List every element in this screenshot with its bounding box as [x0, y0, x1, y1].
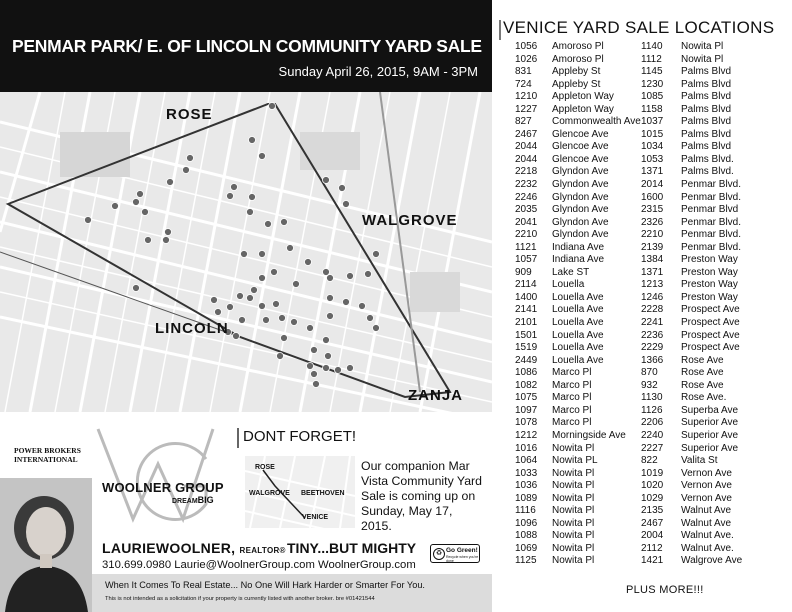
address-row: [641, 279, 742, 292]
address-row: [515, 166, 641, 179]
house-number: 1112: [641, 53, 662, 65]
address-row: [641, 518, 742, 531]
address-row: [641, 66, 742, 79]
house-number: 2135: [641, 505, 664, 517]
street-name: Glencoe Ave: [552, 153, 609, 165]
street-name: Nowita Pl: [552, 505, 595, 517]
house-number: 2014: [641, 179, 664, 191]
street-name: Preston Way: [681, 254, 738, 266]
street-name: Louella Ave: [552, 342, 604, 354]
house-number: 1097: [515, 404, 538, 416]
address-row: [515, 91, 641, 104]
address-row: [515, 330, 641, 343]
address-row: [641, 41, 742, 54]
address-row: [641, 355, 742, 368]
address-row: [515, 229, 641, 242]
address-row: [641, 505, 742, 518]
street-name: Lake ST: [552, 266, 590, 278]
house-number: 1026: [515, 53, 538, 65]
mar-vista-mini-map: [245, 456, 355, 528]
house-number: 1020: [641, 480, 664, 492]
street-name: Glyndon Ave: [552, 166, 609, 178]
street-name: Louella: [552, 279, 585, 291]
house-number: 870: [641, 367, 658, 379]
flyer-header: [0, 0, 492, 92]
street-name: Walnut Ave: [681, 505, 732, 517]
address-row: [641, 493, 742, 506]
street-name: Valita St: [681, 455, 718, 467]
street-name: Walnut Ave: [681, 517, 732, 529]
address-row: [515, 342, 641, 355]
address-row: [515, 204, 641, 217]
go-green-badge: [430, 544, 480, 563]
house-number: 2326: [641, 216, 664, 228]
street-name: Commonwealth Ave: [552, 116, 641, 128]
house-number: 2141: [515, 304, 538, 316]
street-name: Glyndon Ave: [552, 216, 609, 228]
house-number: 1064: [515, 455, 538, 467]
address-row: [515, 54, 641, 67]
house-number: 1600: [641, 191, 664, 203]
footer-disclaimer: This is not intended as a solicitation if your property is currently listed with another broker. bre #01421544: [105, 596, 375, 602]
address-row: [515, 392, 641, 405]
flyer-title: PENMAR PARK/ E. OF LINCOLN COMMUNITY YARD SALE: [12, 36, 482, 56]
woolner-group-brand: WOOLNER GROUP: [102, 480, 224, 495]
dont-forget-heading: DONT FORGET!: [243, 428, 357, 445]
house-number: 909: [515, 266, 532, 278]
address-row: [515, 41, 641, 54]
street-name: Rose Ave: [681, 379, 724, 391]
address-row: [641, 380, 742, 393]
house-number: 2240: [641, 429, 664, 441]
house-number: 2246: [515, 191, 538, 203]
house-number: 2210: [641, 229, 664, 241]
street-name: Prospect Ave: [681, 317, 740, 329]
street-name: Marco Pl: [552, 367, 592, 379]
street-name: Nowita Pl: [552, 530, 595, 542]
house-number: 2044: [515, 153, 538, 165]
street-name: Louella Ave: [552, 354, 604, 366]
street-name: Marco Pl: [552, 404, 592, 416]
map-label-lincoln: LINCOLN: [155, 320, 229, 337]
agent-portrait-image: [0, 478, 92, 612]
house-number: 1096: [515, 517, 538, 529]
house-number: 1029: [641, 492, 664, 504]
street-name: Penmar Blvd.: [681, 241, 742, 253]
address-row: [515, 292, 641, 305]
street-name: Louella Ave: [552, 317, 604, 329]
street-name: Louella Ave: [552, 304, 604, 316]
agent-photo: [0, 478, 92, 612]
plus-more-text: PLUS MORE!!!: [626, 584, 704, 596]
address-row: [515, 116, 641, 129]
house-number: 2228: [641, 304, 664, 316]
address-row: [641, 129, 742, 142]
house-number: 1089: [515, 492, 538, 504]
house-number: 822: [641, 455, 658, 467]
house-number: 2041: [515, 216, 538, 228]
house-number: 2467: [515, 128, 538, 140]
street-name: Nowita Pl: [681, 41, 724, 52]
address-row: [641, 530, 742, 543]
house-number: 1400: [515, 291, 538, 303]
street-name: Nowita Pl: [552, 467, 595, 479]
address-row: [515, 493, 641, 506]
agent-contact[interactable]: 310.699.0980 Laurie@WoolnerGroup.com WoolnerGroup.com: [102, 559, 416, 571]
house-number: 2101: [515, 317, 538, 329]
address-row: [515, 304, 641, 317]
address-row: [641, 330, 742, 343]
street-name: Penmar Blvd: [681, 204, 739, 216]
street-name: Prospect Ave: [681, 304, 740, 316]
house-number: 1384: [641, 254, 664, 266]
street-name: Amoroso Pl: [552, 41, 604, 52]
mini-map-label-venice: VENICE: [302, 514, 329, 521]
address-row: [515, 217, 641, 230]
street-name: Palms Blvd.: [681, 166, 734, 178]
address-row: [515, 267, 641, 280]
address-row: [641, 104, 742, 117]
street-name: Morningside Ave: [552, 429, 626, 441]
street-name: Nowita Pl: [552, 480, 595, 492]
address-row: [641, 254, 742, 267]
street-name: Walnut Ave.: [681, 530, 734, 542]
street-name: Walgrove Ave: [681, 555, 743, 567]
address-row: [515, 154, 641, 167]
street-name: Penmar Blvd.: [681, 179, 742, 191]
address-row: [641, 79, 742, 92]
street-name: Nowita Pl: [552, 492, 595, 504]
house-number: 2227: [641, 442, 664, 454]
house-number: 831: [515, 66, 532, 78]
house-number: 1056: [515, 41, 538, 52]
address-row: [515, 367, 641, 380]
house-number: 1125: [515, 555, 537, 567]
address-row: [515, 254, 641, 267]
house-number: 1212: [515, 429, 538, 441]
address-row: [641, 430, 742, 443]
map-graphic: [0, 92, 492, 412]
street-name: Appleton Way: [552, 103, 614, 115]
street-name: Glyndon Ave: [552, 191, 609, 203]
house-number: 2315: [641, 204, 664, 216]
street-name: Nowita Pl: [552, 442, 595, 454]
street-name: Penmar Blvd.: [681, 216, 742, 228]
address-row: [515, 405, 641, 418]
address-row: [515, 430, 641, 443]
recycle-icon: ♻: [433, 548, 445, 560]
address-row: [515, 242, 641, 255]
street-name: Palms Blvd.: [681, 153, 734, 165]
agent-footer: [92, 574, 492, 612]
mini-map-label-rose: ROSE: [255, 464, 275, 471]
address-row: [515, 104, 641, 117]
house-number: 1501: [515, 329, 538, 341]
address-row: [641, 229, 742, 242]
house-number: 724: [515, 78, 532, 90]
house-number: 1069: [515, 542, 538, 554]
street-name: Nowita Pl: [552, 517, 595, 529]
house-number: 2232: [515, 179, 538, 191]
street-name: Penmar Blvd.: [681, 191, 742, 203]
companion-sale-text: Our companion Mar Vista Community Yard Sale is coming up on Sunday, May 17, 2015.: [361, 459, 482, 533]
street-name: Amoroso Pl: [552, 53, 604, 65]
street-name: Palms Blvd: [681, 141, 732, 153]
street-name: Rose Ave: [681, 367, 724, 379]
address-row: [641, 392, 742, 405]
map-label-walgrove: WALGROVE: [362, 212, 458, 229]
locations-column-1: [515, 41, 641, 568]
street-name: Appleby St: [552, 66, 601, 78]
address-row: [515, 179, 641, 192]
house-number: 1086: [515, 367, 538, 379]
house-number: 2229: [641, 342, 664, 354]
house-number: 1227: [515, 103, 538, 115]
house-number: 1421: [641, 555, 664, 567]
footer-tagline: When It Comes To Real Estate... No One Will Hark Harder or Smarter For You.: [105, 580, 425, 590]
house-number: 1075: [515, 392, 538, 404]
street-name: Prospect Ave: [681, 342, 740, 354]
house-number: 2236: [641, 329, 664, 341]
house-number: 1019: [641, 467, 664, 479]
house-number: 2112: [641, 542, 663, 554]
house-number: 1210: [515, 91, 538, 103]
house-number: 1037: [641, 116, 664, 128]
street-name: Penmar Blvd.: [681, 229, 742, 241]
street-name: Palms Blvd: [681, 128, 732, 140]
street-name: Vernon Ave: [681, 467, 732, 479]
street-name: Prospect Ave: [681, 329, 740, 341]
house-number: 2139: [641, 241, 664, 253]
house-number: 1033: [515, 467, 538, 479]
address-row: [515, 380, 641, 393]
house-number: 1116: [515, 505, 536, 517]
house-number: 1016: [515, 442, 538, 454]
house-number: 1371: [641, 266, 664, 278]
address-row: [515, 417, 641, 430]
street-name: Superior Ave: [681, 429, 739, 441]
address-row: [641, 91, 742, 104]
dream-big-tagline: DREAMBIG: [172, 495, 214, 505]
house-number: 1145: [641, 66, 663, 78]
address-row: [641, 317, 742, 330]
address-row: [641, 179, 742, 192]
address-row: [641, 242, 742, 255]
house-number: 1230: [641, 78, 664, 90]
house-number: 1082: [515, 379, 538, 391]
street-name: Palms Blvd: [681, 78, 732, 90]
street-name: Glyndon Ave: [552, 204, 609, 216]
brokerage-logo: POWER BROKERS INTERNATIONAL: [14, 446, 81, 464]
street-name: Marco Pl: [552, 392, 592, 404]
house-number: 2210: [515, 229, 538, 241]
street-name: Marco Pl: [552, 379, 592, 391]
street-name: Preston Way: [681, 291, 738, 303]
house-number: 1366: [641, 354, 664, 366]
street-name: Glyndon Ave: [552, 179, 609, 191]
street-name: Marco Pl: [552, 417, 592, 429]
house-number: 2241: [641, 317, 664, 329]
street-name: Preston Way: [681, 279, 738, 291]
address-row: [641, 417, 742, 430]
address-row: [641, 543, 742, 556]
street-name: Palms Blvd: [681, 116, 732, 128]
address-row: [641, 367, 742, 380]
address-row: [515, 443, 641, 456]
house-number: 1034: [641, 141, 664, 153]
mini-map-label-walgrove: WALGROVE: [249, 490, 290, 497]
street-name: Nowita Pl: [552, 542, 595, 554]
house-number: 1088: [515, 530, 538, 542]
address-row: [641, 443, 742, 456]
address-row: [515, 66, 641, 79]
house-number: 2449: [515, 354, 538, 366]
house-number: 932: [641, 379, 658, 391]
street-name: Vernon Ave: [681, 480, 732, 492]
address-row: [641, 555, 742, 568]
house-number: 2467: [641, 517, 664, 529]
street-name: Superior Ave: [681, 417, 739, 429]
address-row: [515, 192, 641, 205]
address-row: [641, 267, 742, 280]
address-row: [641, 292, 742, 305]
house-number: 1213: [641, 279, 664, 291]
address-row: [515, 555, 641, 568]
address-row: [641, 204, 742, 217]
address-row: [515, 355, 641, 368]
address-row: [515, 468, 641, 481]
house-number: 1158: [641, 103, 663, 115]
address-row: [515, 480, 641, 493]
street-name: Superior Ave: [681, 442, 739, 454]
address-row: [515, 505, 641, 518]
street-name: Glyndon Ave: [552, 229, 609, 241]
address-row: [641, 304, 742, 317]
street-name: Nowita PL: [552, 455, 598, 467]
street-name: Preston Way: [681, 266, 738, 278]
address-row: [641, 154, 742, 167]
address-row: [641, 141, 742, 154]
house-number: 1015: [641, 128, 664, 140]
house-number: 1085: [641, 91, 664, 103]
locations-column-2: [641, 41, 742, 568]
street-name: Superba Ave: [681, 404, 739, 416]
agent-name: LAURIEWOOLNER, REALTOR®: [102, 540, 286, 556]
house-number: 1121: [515, 241, 537, 253]
house-number: 1519: [515, 342, 538, 354]
address-row: [515, 279, 641, 292]
house-number: 1126: [641, 404, 663, 416]
street-name: Indiana Ave: [552, 241, 605, 253]
flyer-date: Sunday April 26, 2015, 9AM - 3PM: [278, 64, 478, 79]
house-number: 1078: [515, 417, 538, 429]
house-number: 1130: [641, 392, 663, 404]
address-row: [515, 530, 641, 543]
address-row: [641, 468, 742, 481]
address-row: [515, 455, 641, 468]
house-number: 2218: [515, 166, 538, 178]
go-green-text: Go Green!: [446, 547, 478, 554]
street-name: Vernon Ave: [681, 492, 732, 504]
house-number: 827: [515, 116, 532, 128]
address-row: [515, 317, 641, 330]
street-name: Appleby St: [552, 78, 601, 90]
address-row: [641, 192, 742, 205]
go-green-subtext: Recycle when you're done: [446, 555, 479, 563]
address-row: [641, 217, 742, 230]
address-row: [515, 518, 641, 531]
street-name: Glencoe Ave: [552, 128, 609, 140]
house-number: 2206: [641, 417, 664, 429]
map-label-zanja: ZANJA: [408, 387, 464, 404]
street-name: Indiana Ave: [552, 254, 605, 266]
address-row: [515, 129, 641, 142]
sale-map[interactable]: [0, 92, 492, 412]
house-number: 2004: [641, 530, 664, 542]
street-name: Palms Blvd: [681, 91, 732, 103]
address-row: [641, 116, 742, 129]
house-number: 1140: [641, 41, 663, 52]
street-name: Nowita Pl: [681, 53, 724, 65]
mini-map-label-beethoven: BEETHOVEN: [301, 490, 345, 497]
address-row: [641, 455, 742, 468]
house-number: 1036: [515, 480, 538, 492]
street-name: Walnut Ave.: [681, 542, 734, 554]
house-number: 1246: [641, 291, 664, 303]
address-row: [641, 166, 742, 179]
street-name: Appleton Way: [552, 91, 614, 103]
street-name: Louella Ave: [552, 329, 604, 341]
locations-title: VENICE YARD SALE LOCATIONS: [503, 18, 775, 37]
map-label-rose: ROSE: [166, 106, 213, 123]
address-row: [515, 141, 641, 154]
address-row: [641, 405, 742, 418]
house-number: 2035: [515, 204, 538, 216]
street-name: Palms Blvd: [681, 66, 732, 78]
street-name: Rose Ave.: [681, 392, 727, 404]
wg-monogram-logo: [88, 424, 228, 534]
street-name: Louella Ave: [552, 291, 604, 303]
agent-slogan: TINY...BUT MIGHTY: [287, 540, 417, 556]
street-name: Palms Blvd: [681, 103, 732, 115]
address-row: [641, 54, 742, 67]
street-name: Glencoe Ave: [552, 141, 609, 153]
address-row: [515, 79, 641, 92]
house-number: 1371: [641, 166, 664, 178]
address-row: [641, 480, 742, 493]
address-row: [641, 342, 742, 355]
street-name: Rose Ave: [681, 354, 724, 366]
house-number: 2114: [515, 279, 537, 291]
house-number: 1057: [515, 254, 538, 266]
address-row: [515, 543, 641, 556]
street-name: Nowita Pl: [552, 555, 595, 567]
house-number: 2044: [515, 141, 538, 153]
house-number: 1053: [641, 153, 664, 165]
